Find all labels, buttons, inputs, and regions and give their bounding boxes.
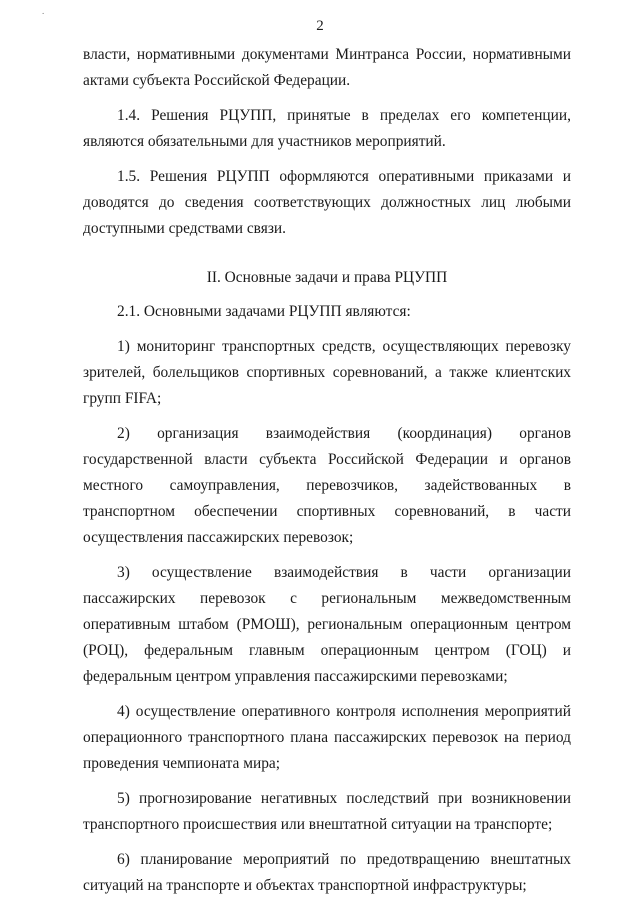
- paragraph-2-1: 2.1. Основными задачами РЦУПП являются:: [117, 303, 411, 320]
- paragraph-continuation: власти, нормативными документами Минтранса России, нормативными актами субъекта Российской Федерации.: [83, 46, 571, 89]
- list-item-1: 1) мониторинг транспортных средств, осуществляющих перевозку зрителей, болельщиков спортивных соревнований, а также клиентских групп FIFA;: [83, 338, 571, 407]
- list-item-2: 2) организация взаимодействия (координация) органов государственной власти субъекта Российской Федерации и органов местного самоуправления, перевозчиков, задействованных в транспортном обеспечении спортивных соревнований, в части осуществления пассажирских перевозок;: [83, 425, 571, 546]
- list-item-6: 6) планирование мероприятий по предотвращению внештатных ситуаций на транспорте и объектах транспортной инфраструктуры;: [83, 851, 571, 894]
- corner-mark: .: [42, 6, 45, 16]
- document-body: [83, 42, 571, 908]
- list-item-4: 4) осуществление оперативного контроля исполнения мероприятий операционного транспортного плана пассажирских перевозок на период проведения чемпионата мира;: [83, 703, 571, 772]
- paragraph-1-5: 1.5. Решения РЦУПП оформляются оперативными приказами и доводятся до сведения соответствующих должностных лиц любыми доступными средствами связи.: [83, 168, 571, 237]
- list-item-5: 5) прогнозирование негативных последствий при возникновении транспортного происшествия или внештатной ситуации на транспорте;: [83, 790, 571, 833]
- paragraph-1-4: 1.4. Решения РЦУПП, принятые в пределах его компетенции, являются обязательными для участников мероприятий.: [83, 107, 571, 150]
- page-number: 2: [316, 18, 324, 34]
- list-item-3: 3) осуществление взаимодействия в части организации пассажирских перевозок с региональным межведомственным оперативным штабом (РМОШ), региональным операционным центром (РОЦ), федеральным главным операционным центром (ГОЦ) и федеральным центром управления пассажирскими перевозками;: [83, 564, 571, 685]
- section-heading: II. Основные задачи и права РЦУПП: [206, 269, 448, 286]
